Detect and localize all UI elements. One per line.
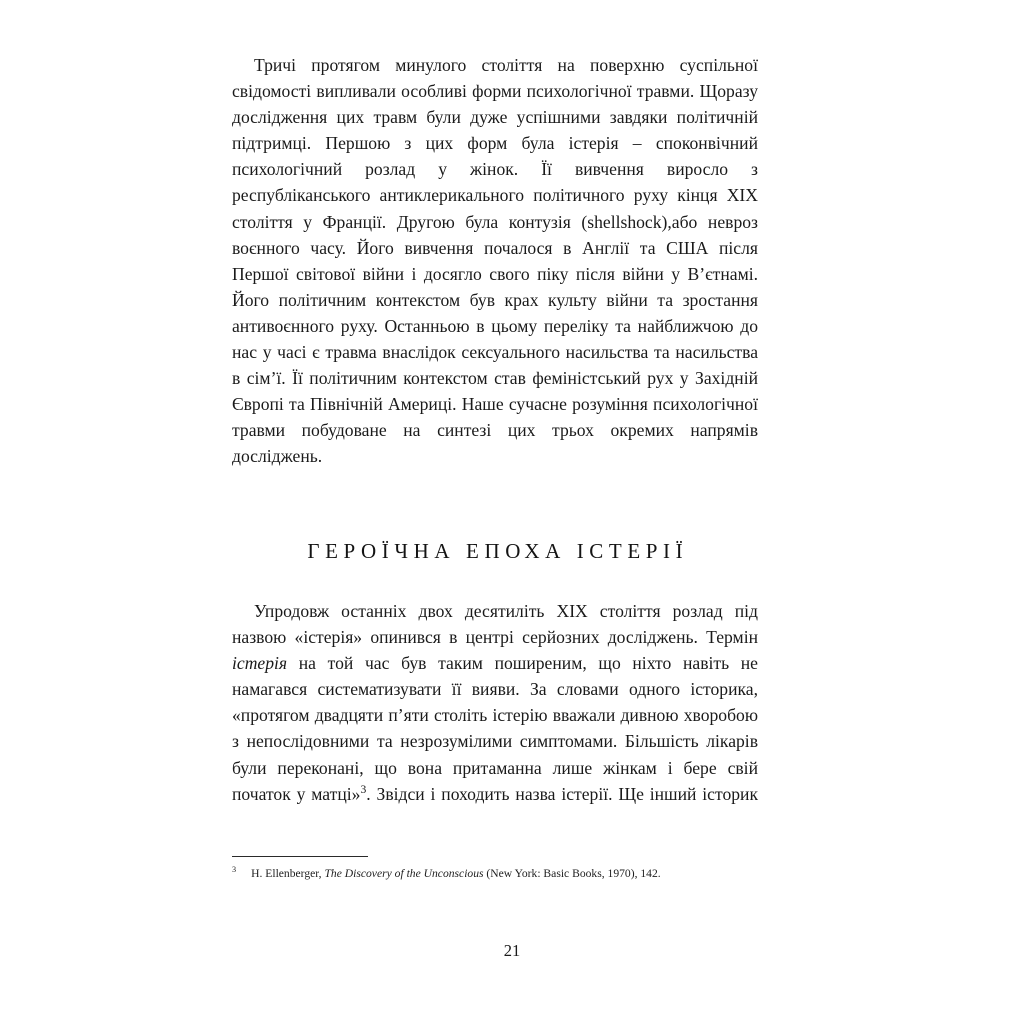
paragraph-hysteria [232,598,758,807]
section-heading: ГЕРОЇЧНА ЕПОХА ІСТЕРІЇ [307,539,689,563]
italic-term-hysteria: істерія [232,653,288,674]
body-text-block-upper [232,52,758,470]
footnote-author: H. Ellenberger, [251,867,325,880]
footnote-number: 3 [232,865,237,875]
footnote-area [232,856,758,882]
footnote-separator-rule [232,856,368,857]
paragraph-intro [232,52,758,470]
footnote-work-title: The Discovery of the Unconscious [324,867,484,880]
paragraph-hysteria-text-part-3: . Звідси і походить назва істерії. Ще інший історик [366,783,759,804]
footnote-reference-marker[interactable]: 3 [360,782,367,796]
footnote-publication-details: (New York: Basic Books, 1970), 142. [483,867,661,880]
footnote-entry [232,866,758,882]
paragraph-intro-text: Тричі протягом минулого століття на поверхню суспільної свідомості випливали особливі форми психологічної травми. Щоразу дослідження цих травм були дуже успішними завдяки політичній підтримці. Першою з цих форм була істерія – споконвічний психологічний розлад у жінок. Її вивчення виросло з республіканського антиклерикального політичного руху кінця XIX століття у Франції. Другою була контузія (shellshock),або невроз воєнного часу. Його вивчення почалося в Англії та США після Першої світової війни і досягло свого піку після війни у В’єтнамі. Його політичним контекстом був крах культу війни та зростання антивоєнного руху. Останньою в цьому переліку та найближчою до нас у часі є травма внаслідок сексуального насильства та насильства в сім’ї. Її політичним контекстом став феміністський рух у Західній Європі та Північній Америці. Наше сучасне розуміння психологічної травми побудоване на синтезі цих трьох окремих напрямів досліджень. [232,55,758,467]
paragraph-hysteria-text-part-2: на той час був таким поширеним, що ніхто навіть не намагався систематизувати її вияви. За словами одного історика, «протягом двадцяти п’яти століть істерію вважали дивною хворобою з непослідовними та незрозумілими симптомами. Більшість лікарів були переконані, що вона притаманна лише жінкам і бере свій початок у матці» [232,653,758,804]
paragraph-hysteria-text-part-1: Упродовж останніх двох десятиліть XIX століття розлад під назвою «істерія» опинився в центрі серйозних досліджень. Термін [232,601,758,648]
body-text-block-lower [232,598,758,807]
page-number: 21 [503,941,521,960]
